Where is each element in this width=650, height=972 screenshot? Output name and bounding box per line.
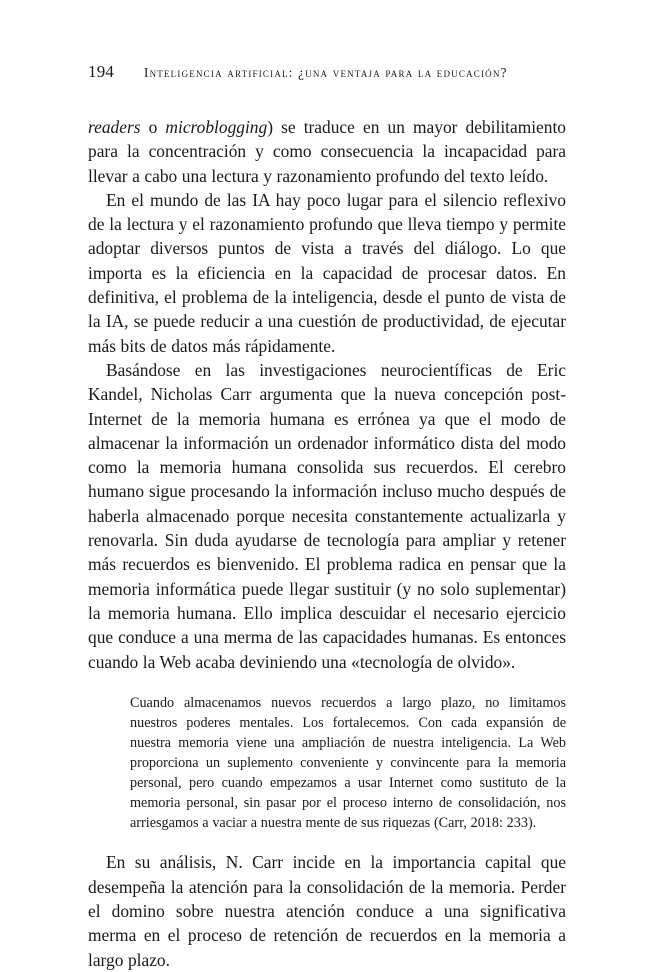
paragraph-text: ) se traduce en un mayor debilitamiento para la concentración y como consecuencia la incapacidad para llevar a cabo una lectura y razonamiento profundo del texto leído. bbox=[88, 117, 566, 186]
running-title: Inteligencia artificial: ¿una ventaja para la educación? bbox=[144, 65, 508, 80]
paragraph-continued bbox=[88, 115, 566, 188]
running-head bbox=[88, 62, 566, 92]
paragraph-text: o bbox=[140, 117, 166, 137]
book-page bbox=[88, 62, 566, 972]
block-quote bbox=[130, 693, 566, 834]
page-number: 194 bbox=[88, 62, 115, 81]
paragraph: Basándose en las investigaciones neurocientíficas de Eric Kandel, Nicholas Carr argumenta que la nueva concepción post-Internet de la memoria humana es errónea ya que el modo de almacenar la información un ordenador informático dista del modo como la memoria humana consolida sus recuerdos. El cerebro humano sigue procesando la información incluso mucho después de haberla almacenado porque necesita constantemente actualizarla y renovarla. Sin duda ayudarse de tecnología para ampliar y retener más recuerdos es bienvenido. El problema radica en pensar que la memoria informática puede llegar sustituir (y no solo suplementar) la memoria humana. Ello implica descuidar el necesario ejercicio que conduce a una merma de las capacidades humanas. Es entonces cuando la Web acaba deviniendo una «tecnología de olvido». bbox=[88, 359, 566, 672]
block-quote-text: Cuando almacenamos nuevos recuerdos a largo plazo, no limitamos nuestros poderes mentales. Los fortalecemos. Con cada expansión de nuestra memoria viene una ampliación de nuestra inteligencia. La Web proporciona un suplemento conveniente y convincente para la memoria personal, pero cuando empezamos a usar Internet como sustituto de la memoria personal, sin pasar por el proceso interno de consolidación, nos arriesgamos a vaciar a nuestra mente de sus riquezas (Carr, 2018: 233). bbox=[130, 694, 566, 832]
paragraph: En su análisis, N. Carr incide en la importancia capital que desempeña la atención para la consolidación de la memoria. Perder el domino sobre nuestra atención conduce a una significativa merma en el proceso de retención de recuerdos en la memoria a largo plazo. bbox=[88, 852, 566, 970]
italic-term-readers: readers bbox=[88, 117, 141, 137]
body-text bbox=[88, 115, 566, 972]
italic-term-microblogging: microblogging bbox=[165, 117, 268, 137]
paragraph: En el mundo de las IA hay poco lugar para el silencio reflexivo de la lectura y el razonamiento profundo que lleva tiempo y permite adoptar diversos puntos de vista a través del diálogo. Lo que importa es la eficiencia en la capacidad de procesar datos. En definitiva, el problema de la inteligencia, desde el punto de vista de la IA, se puede reducir a una cuestión de productividad, de ejecutar más bits de datos más rápidamente. bbox=[88, 189, 566, 356]
